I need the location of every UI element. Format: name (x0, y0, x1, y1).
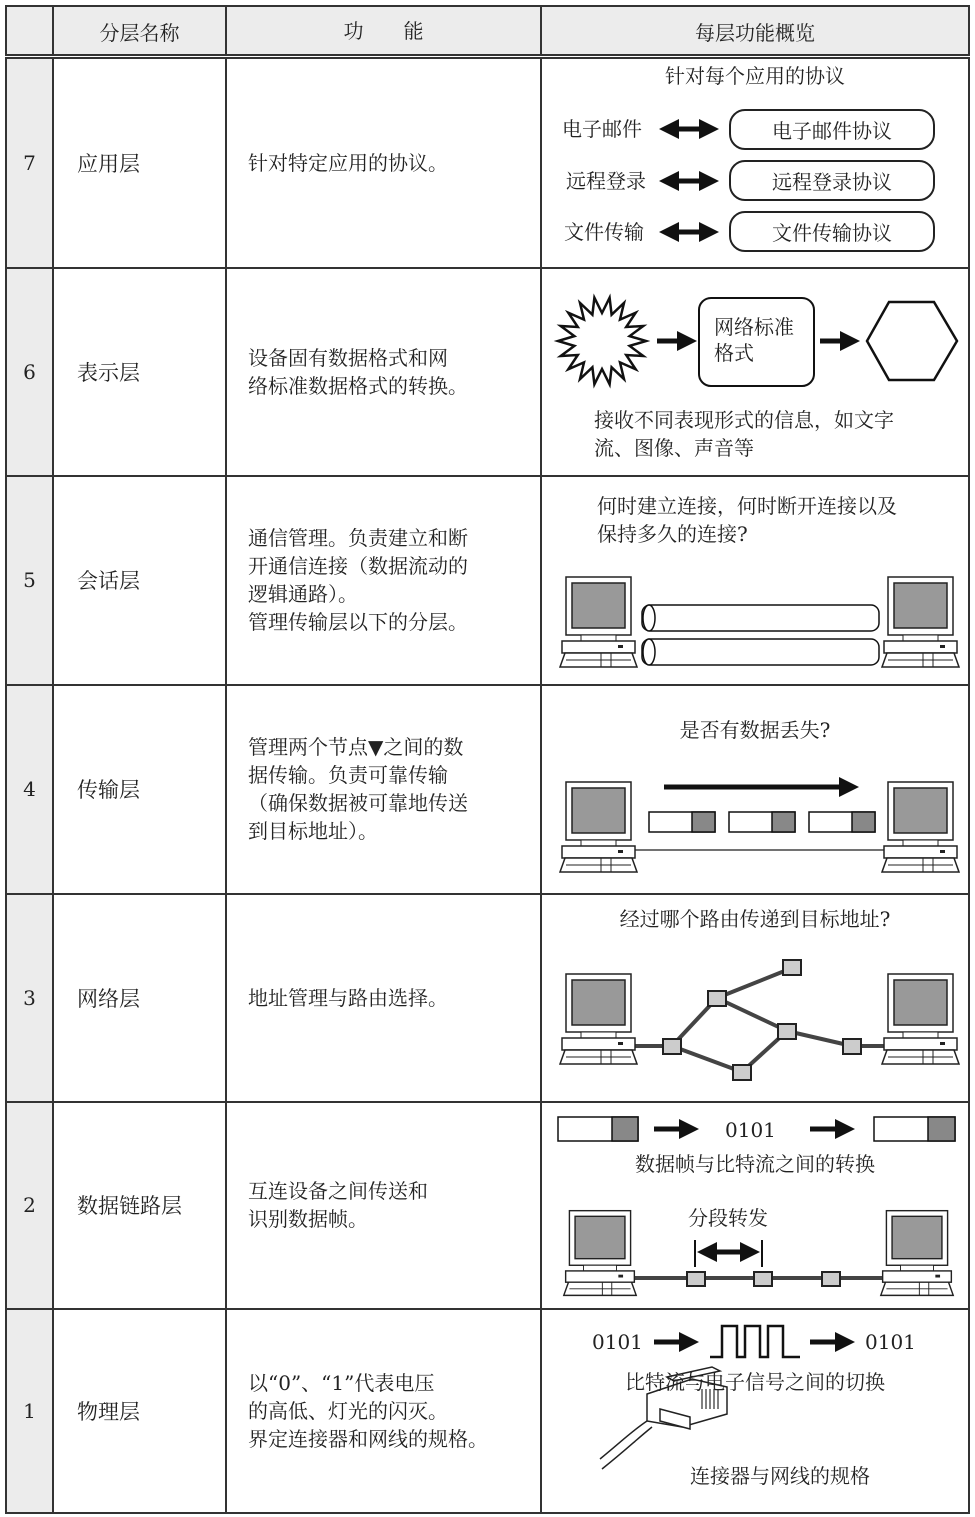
layer-function (225, 268, 540, 475)
layer-number: 4 (5, 685, 52, 893)
square-wave-icon (710, 1326, 800, 1357)
caption: 保持多久的连接? (597, 522, 748, 546)
layer-number: 2 (5, 1102, 52, 1308)
layer-function (225, 59, 540, 267)
starburst-icon (558, 298, 646, 385)
caption: 流、图像、声音等 (594, 436, 754, 460)
overview-layer-5 (540, 476, 970, 684)
app-label: 电子邮件 (562, 117, 642, 141)
header-num (5, 5, 52, 55)
function-line: 互连设备之间传送和 (248, 1179, 428, 1203)
function-line: 到目标地址）。 (248, 819, 378, 843)
function-line: 据传输。负责可靠传输 (248, 763, 448, 787)
function-line: 以“0”、“1”代表电压 (248, 1370, 435, 1395)
overview-layer-4 (540, 685, 970, 893)
function-line: 逻辑通路）。 (248, 582, 358, 606)
function-line: 的高低、灯光的闪灭。 (248, 1398, 448, 1423)
overview-layer-7 (540, 59, 970, 267)
layer-name: 会话层 (52, 476, 225, 684)
function-line: 开通信连接（数据流动的 (248, 554, 468, 578)
layer-number: 6 (5, 268, 52, 475)
caption: 接收不同表现形式的信息，如文字 (594, 408, 894, 432)
bitstream-in-label: 0101 (592, 1330, 643, 1354)
bitstream-out-label: 0101 (865, 1330, 916, 1354)
standard-format-label: 网络标准 (714, 315, 794, 339)
overview-title: 针对每个应用的协议 (665, 64, 845, 88)
layer-function (225, 476, 540, 684)
layer-name: 网络层 (52, 894, 225, 1101)
layer-number: 5 (5, 476, 52, 684)
function-line: 通信管理。负责建立和断 (248, 526, 468, 550)
hexagon-icon (867, 302, 957, 380)
overview-layer-2 (540, 1102, 970, 1308)
function-line: 识别数据帧。 (248, 1207, 368, 1231)
protocol-box: 远程登录协议 (729, 160, 935, 201)
overview-title: 经过哪个路由传递到目标地址? (619, 907, 891, 931)
protocol-box: 电子邮件协议 (729, 109, 935, 150)
function-line: （确保数据被可靠地传送 (248, 791, 468, 815)
layer-function (225, 1309, 540, 1512)
computer-icon (882, 577, 959, 667)
layer-function (225, 1102, 540, 1308)
hop-label: 分段转发 (688, 1206, 768, 1230)
overview-layer-3 (540, 894, 970, 1101)
computer-icon (560, 577, 637, 667)
layer-number: 7 (5, 59, 52, 267)
layer-number: 1 (5, 1309, 52, 1512)
overview-layer-1 (540, 1309, 970, 1513)
header-layer-name: 分层名称 (52, 5, 225, 55)
overview-title: 是否有数据丢失? (679, 718, 831, 742)
layer-number: 3 (5, 894, 52, 1101)
caption: 比特流与电子信号之间的切换 (625, 1370, 885, 1394)
overview-layer-6 (540, 268, 970, 475)
bitstream-label: 0101 (725, 1118, 776, 1142)
header-function: 功 能 (225, 5, 540, 55)
function-line: 地址管理与路由选择。 (248, 985, 448, 1010)
caption: 数据帧与比特流之间的转换 (635, 1152, 875, 1176)
header-overview: 每层功能概览 (540, 5, 970, 55)
layer-function (225, 685, 540, 893)
function-line: 界定连接器和网线的规格。 (248, 1426, 488, 1451)
layer-name: 表示层 (52, 268, 225, 475)
protocol-box: 文件传输协议 (729, 211, 935, 252)
standard-format-label: 格式 (714, 341, 754, 365)
connector-caption: 连接器与网线的规格 (690, 1464, 870, 1488)
layer-function (225, 894, 540, 1101)
layer-name: 数据链路层 (52, 1102, 225, 1308)
function-line: 络标准数据格式的转换。 (248, 373, 468, 398)
caption: 何时建立连接，何时断开连接以及 (597, 494, 897, 518)
layer-name: 传输层 (52, 685, 225, 893)
function-line: 管理传输层以下的分层。 (248, 610, 468, 634)
app-label: 文件传输 (564, 220, 644, 244)
function-line: 针对特定应用的协议。 (248, 151, 448, 175)
layer-name: 物理层 (52, 1309, 225, 1512)
function-line: 管理两个节点▼之间的数 (248, 735, 464, 759)
function-line: 设备固有数据格式和网 (248, 345, 448, 370)
layer-name: 应用层 (52, 59, 225, 267)
app-label: 远程登录 (566, 169, 646, 193)
